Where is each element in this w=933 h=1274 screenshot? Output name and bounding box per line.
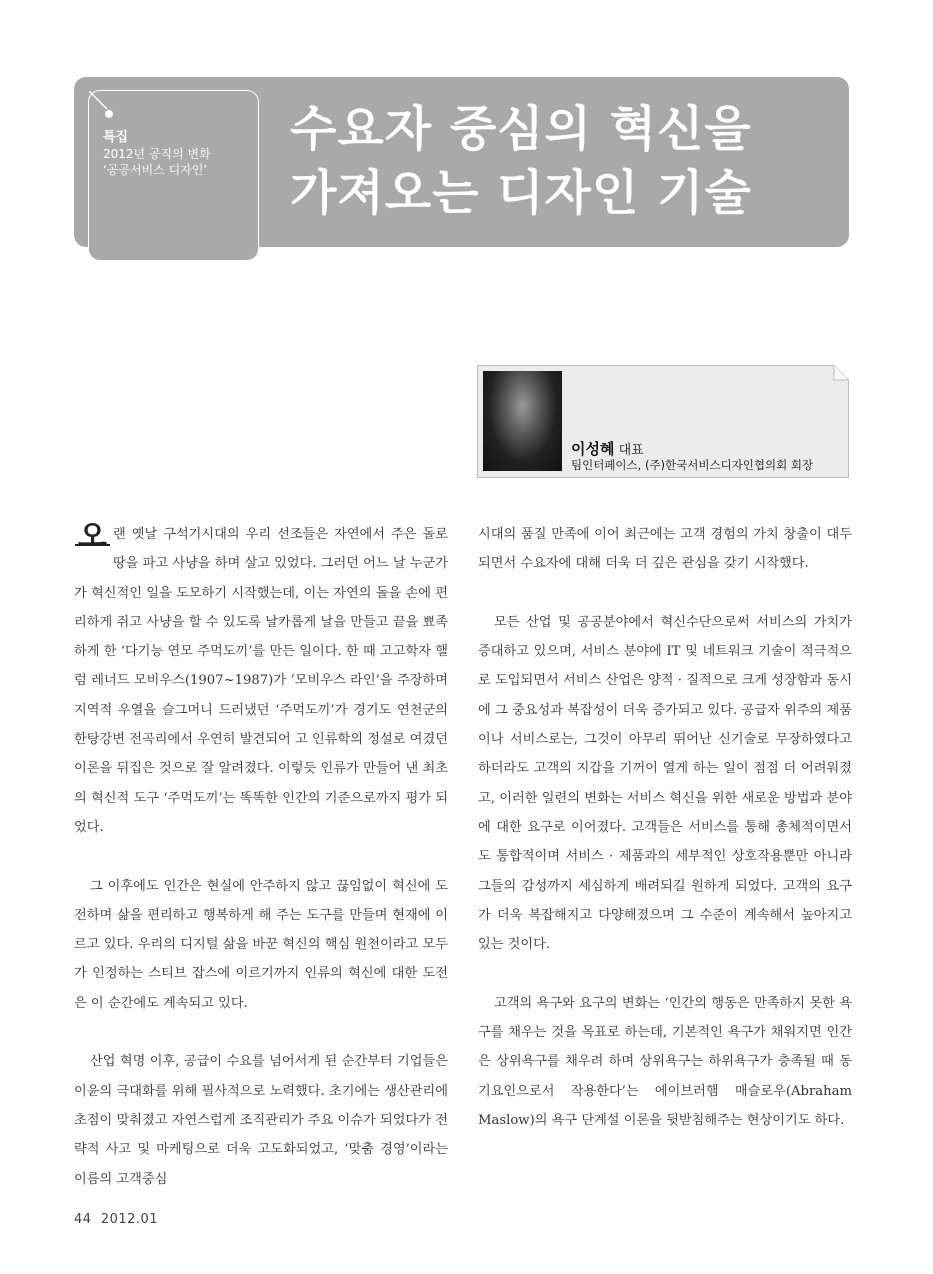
feature-tag-subtitle-line2: ‘공공서비스 디자인’ <box>103 163 208 177</box>
author-photo <box>483 371 562 471</box>
issue-date: 2012.01 <box>100 1212 159 1227</box>
article-column-left <box>74 520 448 1223</box>
author-name <box>571 438 644 459</box>
article-title-line2: 가져오는 디자인 기술 <box>290 165 752 221</box>
article-paragraph: 고객의 욕구와 요구의 변화는 ‘인간의 행동은 만족하지 못한 욕구를 채우는 것을 목표로 하는데, 기본적인 욕구가 채워지면 인간은 상위욕구를 채우려 하며 상위욕구는 하위욕구가 충족될 때 동기요인으로서 작용한다’는 에이브러햄 매슬로우(Abraham Maslow)의 욕구 단계설 이론을 뒷받침해주는 현상이기도 하다. <box>478 995 852 1128</box>
article-paragraph: 산업 혁명 이후, 공급이 수요를 넘어서게 된 순간부터 기업들은 이윤의 극대화를 위해 필사적으로 노력했다. 초기에는 생산관리에 초점이 맞춰졌고 자연스럽게 조직관리가 주요 이슈가 되었다가 전략적 사고 및 마케팅으로 더욱 고도화되었고, ‘맞춤 경영’이라는 이름의 고객중심 <box>74 1054 448 1187</box>
tag-corner-line <box>89 91 109 111</box>
author-role: 대표 <box>618 443 644 458</box>
article-title-line1: 수요자 중심의 혁신을 <box>290 101 752 157</box>
article-title <box>290 97 840 225</box>
article-paragraph: 모든 산업 및 공공분야에서 혁신수단으로써 서비스의 가치가 증대하고 있으며, 서비스 분야에 IT 및 네트워크 기술이 적극적으로 도입되면서 서비스 산업은 양적 · 질적으로 크게 성장함과 동시에 그 중요성과 복잡성이 더욱 증가되고 있다. 공급자 위주의 제품이나 서비스로는, 그것이 아무리 뛰어난 신기술로 무장하였다고 하더라도 고객의 지갑을 기꺼이 열게 하는 일이 점점 더 어려워졌고, 이러한 일련의 변화는 서비스 혁신을 위한 새로운 방법과 분야에 대한 요구로 이어졌다. 고객들은 서비스를 통해 총체적이면서도 통합적이며 서비스 · 제품과의 세부적인 상호작용뿐만 아니라 그들의 감성까지 세심하게 배려되길 원하게 되었다. 고객의 요구가 더욱 복잡해지고 다양해졌으며 그 수준이 계속해서 높아지고 있는 것이다. <box>478 614 852 953</box>
feature-tag-subtitle <box>103 146 253 178</box>
drop-cap: 오 <box>78 519 107 554</box>
author-organization: 팀인터페이스, (주)한국서비스디자인협의회 회장 <box>571 458 814 472</box>
author-name-text: 이성혜 <box>571 440 615 458</box>
page-footer <box>74 1212 158 1227</box>
tag-dot-icon <box>105 110 113 118</box>
article-paragraph <box>74 520 448 842</box>
article-column-right <box>478 520 852 1165</box>
page-number: 44 <box>74 1212 92 1227</box>
feature-tag-subtitle-line1: 2012년 공직의 변화 <box>103 147 211 161</box>
article-paragraph: 시대의 품질 만족에 이어 최근에는 고객 경험의 가치 창출이 대두되면서 수요자에 대해 더욱 더 깊은 관심을 갖기 시작했다. <box>478 527 852 572</box>
article-paragraph: 그 이후에도 인간은 현실에 안주하지 않고 끊임없이 혁신에 도전하며 삶을 편리하고 행복하게 해 주는 도구를 만들며 현재에 이르고 있다. 우리의 디지털 삶을 바꾼 혁신의 핵심 원천이라고 모두가 인정하는 스티브 잡스에 이르기까지 인류의 혁신에 대한 도전은 이 순간에도 계속되고 있다. <box>74 878 448 1011</box>
paragraph-text: 랜 옛날 구석기시대의 우리 선조들은 자연에서 주은 돌로 땅을 파고 사냥을 하며 살고 있었다. 그러던 어느 날 누군가가 혁신적인 일을 도모하기 시작했는데, 이는 자연의 돌을 손에 편리하게 쥐고 사냥을 할 수 있도록 날카롭게 날을 만들고 끝을 뾰족하게 한 ‘다기능 연모 주먹도끼’를 만든 일이다. 한 때 고고학자 핼럼 레너드 모비우스(1907~1987)가 ‘모비우스 라인’을 주장하며 지역적 우열을 슬그머니 드러냈던 ‘주먹도끼’가 경기도 연천군의 한탕강변 전곡리에서 우연히 발견되어 고 인류학의 정설로 여겼던 이론을 뒤집은 것으로 잘 알려졌다. 이렇듯 인류가 만들어 낸 최초의 혁신적 도구 ‘주먹도끼’는 똑똑한 인간의 기준으로까지 평가 되었다. <box>74 527 448 835</box>
feature-tag-label: 특집 <box>103 130 129 145</box>
